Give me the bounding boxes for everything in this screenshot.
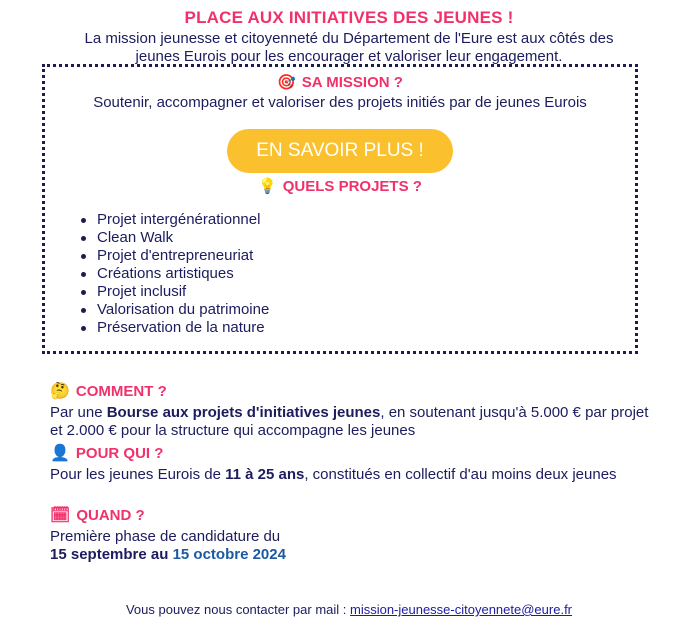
comment-section	[50, 381, 650, 440]
page-title: PLACE AUX INITIATIVES DES JEUNES !	[184, 8, 514, 27]
list-item: Valorisation du patrimoine	[97, 301, 635, 319]
list-item: Projet d'entrepreneuriat	[97, 247, 635, 265]
pour-qui-text-post: , constitués en collectif d'au moins deux jeunes	[304, 466, 617, 483]
list-item: Clean Walk	[97, 229, 635, 247]
person-icon: 👤	[50, 445, 70, 462]
quand-date-end: 15 octobre 2024	[172, 546, 286, 563]
quand-line1: Première phase de candidature du	[50, 528, 281, 545]
pour-qui-text-bold: 11 à 25 ans	[225, 466, 305, 483]
pour-qui-text	[50, 466, 650, 484]
pour-qui-section	[50, 443, 650, 484]
contact-email-link[interactable]: mission-jeunesse-citoyennete@eure.fr	[349, 602, 573, 617]
projects-heading	[45, 177, 635, 195]
quand-heading-label: QUAND ?	[76, 506, 145, 524]
header	[0, 0, 698, 66]
projects-heading-label: QUELS PROJETS ?	[282, 177, 422, 195]
comment-text-post: , en soutenant jusqu'à 5.000 € par projet et 2.000 € pour la structure qui accompagne les jeunes	[50, 404, 649, 439]
pour-qui-heading-label: POUR QUI ?	[75, 444, 164, 462]
mission-text: Soutenir, accompagner et valoriser des projets initiés par de jeunes Eurois	[93, 94, 587, 111]
pour-qui-text-pre: Pour les jeunes Eurois de	[50, 466, 226, 483]
comment-heading	[50, 381, 650, 401]
list-item: Projet inclusif	[97, 283, 635, 301]
comment-heading-label: COMMENT ?	[75, 382, 167, 400]
comment-text	[50, 404, 650, 440]
quand-text	[50, 528, 650, 564]
list-item: Créations artistiques	[97, 265, 635, 283]
mission-heading-label: SA MISSION ?	[301, 73, 403, 91]
mission-heading	[45, 73, 635, 91]
intro-text: La mission jeunesse et citoyenneté du Département de l'Eure est aux côtés des jeunes Eurois pour les encourager et valoriser leur engagement.	[84, 30, 614, 65]
pour-qui-heading	[50, 443, 650, 463]
lightbulb-icon: 💡	[258, 178, 277, 195]
list-item: Préservation de la nature	[97, 319, 635, 337]
comment-text-pre: Par une	[50, 404, 107, 421]
projects-list	[45, 211, 635, 337]
comment-text-bold: Bourse aux projets d'initiatives jeunes	[106, 404, 381, 421]
en-savoir-plus-button[interactable]: EN SAVOIR PLUS !	[227, 129, 453, 173]
footer-text: Vous pouvez nous contacter par mail :	[125, 602, 350, 617]
calendar-icon: 🗓	[50, 507, 71, 524]
quand-date-start: 15 septembre au	[50, 546, 173, 563]
footer	[0, 602, 698, 617]
quand-heading	[50, 505, 650, 525]
target-icon: 🎯	[277, 74, 296, 91]
list-item: Projet intergénérationnel	[97, 211, 635, 229]
thinking-face-icon: 🤔	[50, 383, 70, 400]
quand-section	[50, 505, 650, 564]
mission-box	[42, 64, 638, 354]
